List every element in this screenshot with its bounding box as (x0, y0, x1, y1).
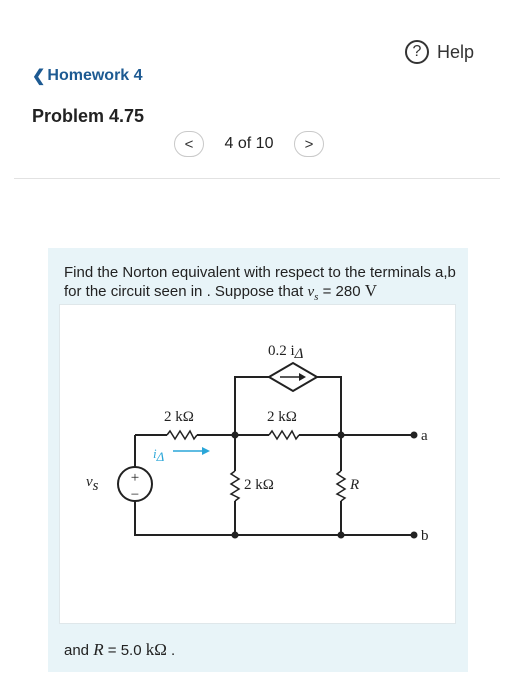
resistor-middle-label: 2 kΩ (244, 477, 274, 493)
homework-label: Homework 4 (47, 67, 143, 84)
resistor-2k-left (167, 431, 197, 439)
dep-source-label: 0.2 iΔ (268, 343, 304, 362)
back-to-homework-link[interactable] (32, 66, 143, 86)
terminal-b-dot (411, 532, 418, 539)
terminal-b-label: b (421, 528, 429, 544)
header-divider (14, 178, 500, 179)
vs-minus: − (130, 487, 140, 503)
resistor-top-label: 2 kΩ (267, 409, 297, 425)
footer-prefix: and (64, 642, 94, 659)
question-prefix: Find the Norton equivalent with respect to the terminals a,b for the circuit seen in . Suppose that (64, 264, 456, 300)
terminal-a-label: a (421, 428, 428, 444)
terminal-a-dot (411, 432, 418, 439)
circuit-figure (59, 304, 456, 624)
chevron-right-icon: > (304, 135, 314, 153)
footer-suffix: . (166, 642, 176, 659)
node-dot (232, 532, 239, 539)
help-link[interactable] (405, 40, 474, 64)
vs-plus: + (130, 470, 140, 486)
question-footer (64, 640, 175, 660)
vs-label: vs (86, 474, 99, 494)
node-dot (338, 532, 345, 539)
vs-subscript: s (314, 291, 319, 303)
previous-problem-button[interactable] (174, 131, 204, 157)
wires (135, 377, 414, 535)
resistor-left-label: 2 kΩ (164, 409, 194, 425)
resistor-2k-top (269, 431, 299, 439)
pager-position: 4 of 10 (224, 135, 274, 152)
r-value: = 5.0 (103, 642, 146, 659)
r-unit: kΩ (145, 640, 167, 659)
question-text (64, 264, 460, 306)
chevron-left-icon: ❮ (32, 68, 46, 85)
r-symbol: R (93, 640, 104, 659)
resistor-r (337, 471, 345, 501)
vs-symbol: v (307, 284, 315, 300)
current-label: iΔ (153, 446, 165, 464)
question-mark-icon: ? (405, 40, 429, 64)
question-panel (48, 248, 468, 672)
vs-value: = 280 (318, 283, 365, 300)
chevron-left-icon: < (184, 135, 194, 153)
circuit-diagram (60, 305, 457, 625)
vs-unit: V (364, 281, 378, 300)
node-dot (232, 432, 239, 439)
resistor-2k-middle (231, 471, 239, 501)
help-label: Help (436, 41, 474, 62)
problem-pager (174, 131, 324, 157)
next-problem-button[interactable] (294, 131, 324, 157)
current-arrow-icon (202, 447, 210, 455)
node-dot (338, 432, 345, 439)
problem-title: Problem 4.75 (32, 106, 145, 126)
resistor-r-label: R (350, 477, 360, 493)
